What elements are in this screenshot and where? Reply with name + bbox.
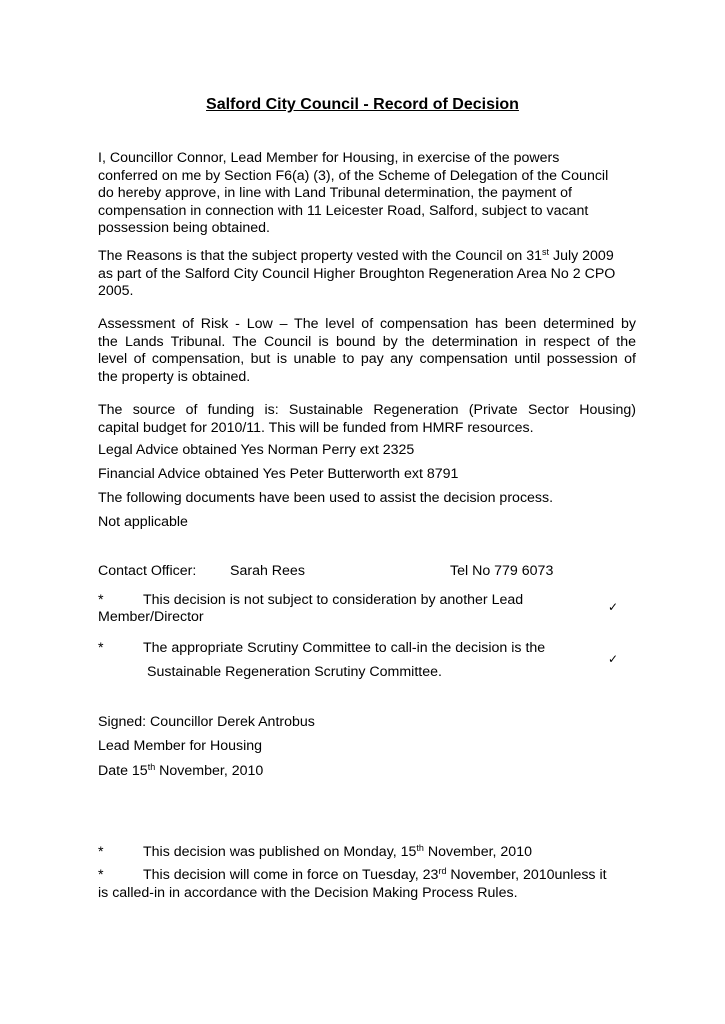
ordinal-suffix: th	[416, 843, 424, 853]
page-title: Salford City Council - Record of Decision	[206, 96, 519, 113]
decision-date	[98, 763, 263, 781]
bullet-star: *	[98, 640, 104, 656]
check-icon: ✓	[608, 600, 619, 614]
in-force-statement-cont: is called-in in accordance with the Decision Making Process Rules.	[98, 885, 518, 901]
in-force-text: This decision will come in force on Tuesday, 23	[143, 867, 439, 883]
decision-line: I, Councillor Connor, Lead Member for Housing, in exercise of the powers	[98, 150, 560, 166]
ordinal-suffix: th	[147, 762, 156, 772]
decision-line: possession being obtained.	[98, 220, 270, 237]
date-text: Date 15	[98, 763, 148, 779]
documents-statement: The following documents have been used to assist the decision process.	[98, 490, 554, 506]
ordinal-suffix: st	[542, 247, 550, 257]
risk-line: Assessment of Risk - Low – The level of compensation has been determined by	[98, 316, 636, 332]
funding-line: capital budget for 2010/11. This will be funded from HMRF resources.	[98, 419, 534, 436]
scrutiny-committee: Sustainable Regeneration Scrutiny Committee.	[147, 664, 442, 680]
contact-officer-label: Contact Officer:	[98, 563, 197, 579]
reasons-text: The Reasons is that the subject property vested with the Council on 31	[98, 248, 543, 264]
reasons-line	[98, 248, 636, 266]
in-force-text: November, 2010unless it	[446, 867, 607, 883]
ordinal-suffix: rd	[438, 866, 447, 876]
check-icon: ✓	[608, 652, 619, 666]
risk-line: the property is obtained.	[98, 368, 251, 385]
reasons-paragraph	[98, 248, 636, 301]
reasons-line: as part of the Salford City Council Higher Broughton Regeneration Area No 2 CPO	[98, 265, 616, 282]
risk-paragraph	[98, 316, 636, 386]
risk-line: level of compensation, but is unable to pay any compensation until possession of	[98, 351, 636, 368]
in-force-statement	[143, 867, 607, 885]
documents-value: Not applicable	[98, 514, 188, 530]
contact-officer-tel: Tel No 779 6073	[450, 563, 554, 579]
consideration-statement-cont: Member/Director	[98, 609, 204, 625]
consideration-statement: This decision is not subject to consideration by another Lead	[143, 592, 524, 608]
financial-advice: Financial Advice obtained Yes Peter Butterworth ext 8791	[98, 466, 459, 482]
contact-officer-name: Sarah Rees	[230, 563, 305, 579]
published-text: November, 2010	[423, 844, 532, 860]
decision-line: conferred on me by Section F6(a) (3), of the Scheme of Delegation of the Council	[98, 167, 609, 184]
legal-advice: Legal Advice obtained Yes Norman Perry ext 2325	[98, 442, 415, 458]
funding-paragraph	[98, 402, 636, 437]
scrutiny-statement: The appropriate Scrutiny Committee to call-in the decision is the	[143, 640, 546, 656]
signatory-role: Lead Member for Housing	[98, 738, 263, 754]
decision-line: compensation in connection with 11 Leicester Road, Salford, subject to vacant	[98, 202, 589, 219]
published-statement	[143, 844, 532, 862]
decision-paragraph	[98, 150, 636, 238]
bullet-star: *	[98, 592, 104, 608]
decision-line: do hereby approve, in line with Land Tribunal determination, the payment of	[98, 185, 572, 202]
date-text: November, 2010	[155, 763, 264, 779]
bullet-star: *	[98, 844, 104, 860]
risk-line: the Lands Tribunal. The Council is bound by the determination in respect of the	[98, 333, 636, 350]
published-text: This decision was published on Monday, 15	[143, 844, 417, 860]
bullet-star: *	[98, 867, 104, 883]
funding-line: The source of funding is: Sustainable Regeneration (Private Sector Housing)	[98, 402, 636, 418]
signed-by: Signed: Councillor Derek Antrobus	[98, 714, 315, 730]
reasons-text: July 2009	[549, 248, 614, 264]
reasons-line: 2005.	[98, 283, 134, 300]
